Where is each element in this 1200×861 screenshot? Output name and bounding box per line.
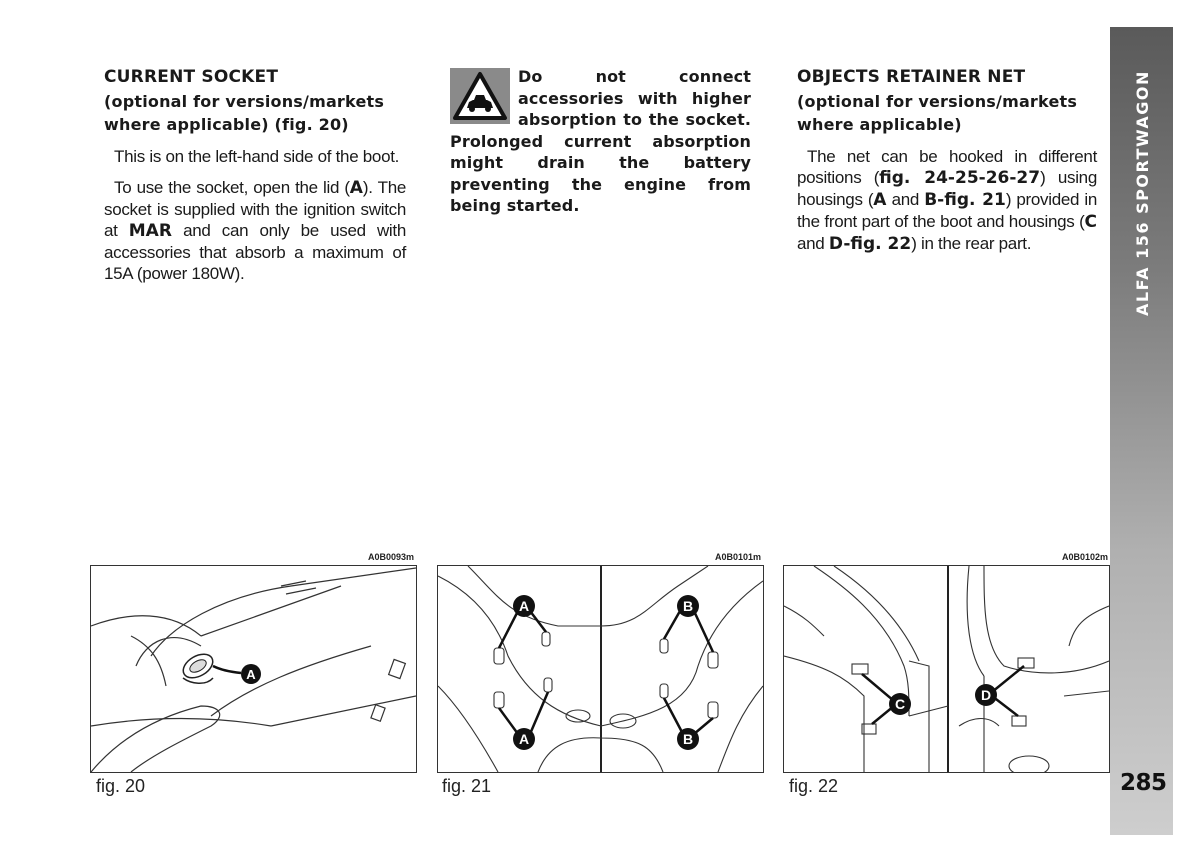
section-heading: OBJECTS RETAINER NET — [797, 67, 1026, 87]
paragraph: This is on the left-hand side of the boot. — [114, 147, 400, 166]
figure-code: A0B0102m — [1062, 552, 1109, 562]
callout-label: A — [246, 667, 256, 682]
paragraph: To use the socket, open the lid (A). The socket is supplied with the ignition switch at MAR and can only be used with accessories that absorb a maximum of 15A (power 180W). — [104, 178, 406, 283]
callout-label: C — [894, 696, 906, 712]
figure-caption: fig. 20 — [96, 776, 146, 796]
sidebar-title: ALFA 156 SPORTWAGON — [1133, 70, 1152, 316]
callout-label: A — [518, 731, 530, 747]
callout-label: B — [682, 731, 694, 747]
figure-22-image — [783, 565, 1110, 773]
section-heading: CURRENT SOCKET — [104, 67, 279, 87]
current-socket-section — [104, 66, 406, 284]
callout-label: D — [980, 687, 992, 703]
figure-code: A0B0093m — [368, 552, 415, 562]
page-number: 285 — [1120, 770, 1167, 796]
figure-21-image — [437, 565, 764, 773]
warning-box — [450, 66, 751, 217]
objects-retainer-net-section — [797, 66, 1097, 255]
callout-label: A — [518, 598, 530, 614]
section-subheading: (optional for versions/markets where applicable) (fig. 20) — [104, 92, 385, 134]
figure-caption: fig. 21 — [442, 776, 492, 796]
paragraph: The net can be hooked in different positions (fig. 24-25-26-27) using housings (A and B-fig. 21) provided in the front part of the boot and housings (C and D-fig. 22) in the rear part. — [797, 147, 1097, 254]
car-battery-warning-icon — [450, 68, 510, 124]
figure-code: A0B0101m — [715, 552, 762, 562]
callout-label: B — [682, 598, 694, 614]
section-subheading: (optional for versions/markets where applicable) — [797, 92, 1078, 134]
figure-20-image — [90, 565, 417, 773]
figure-caption: fig. 22 — [789, 776, 839, 796]
warning-text: Do not connect accessories with higher absorption to the socket. Prolonged current absorption might drain the battery preventing the engine from being started. — [450, 67, 751, 215]
